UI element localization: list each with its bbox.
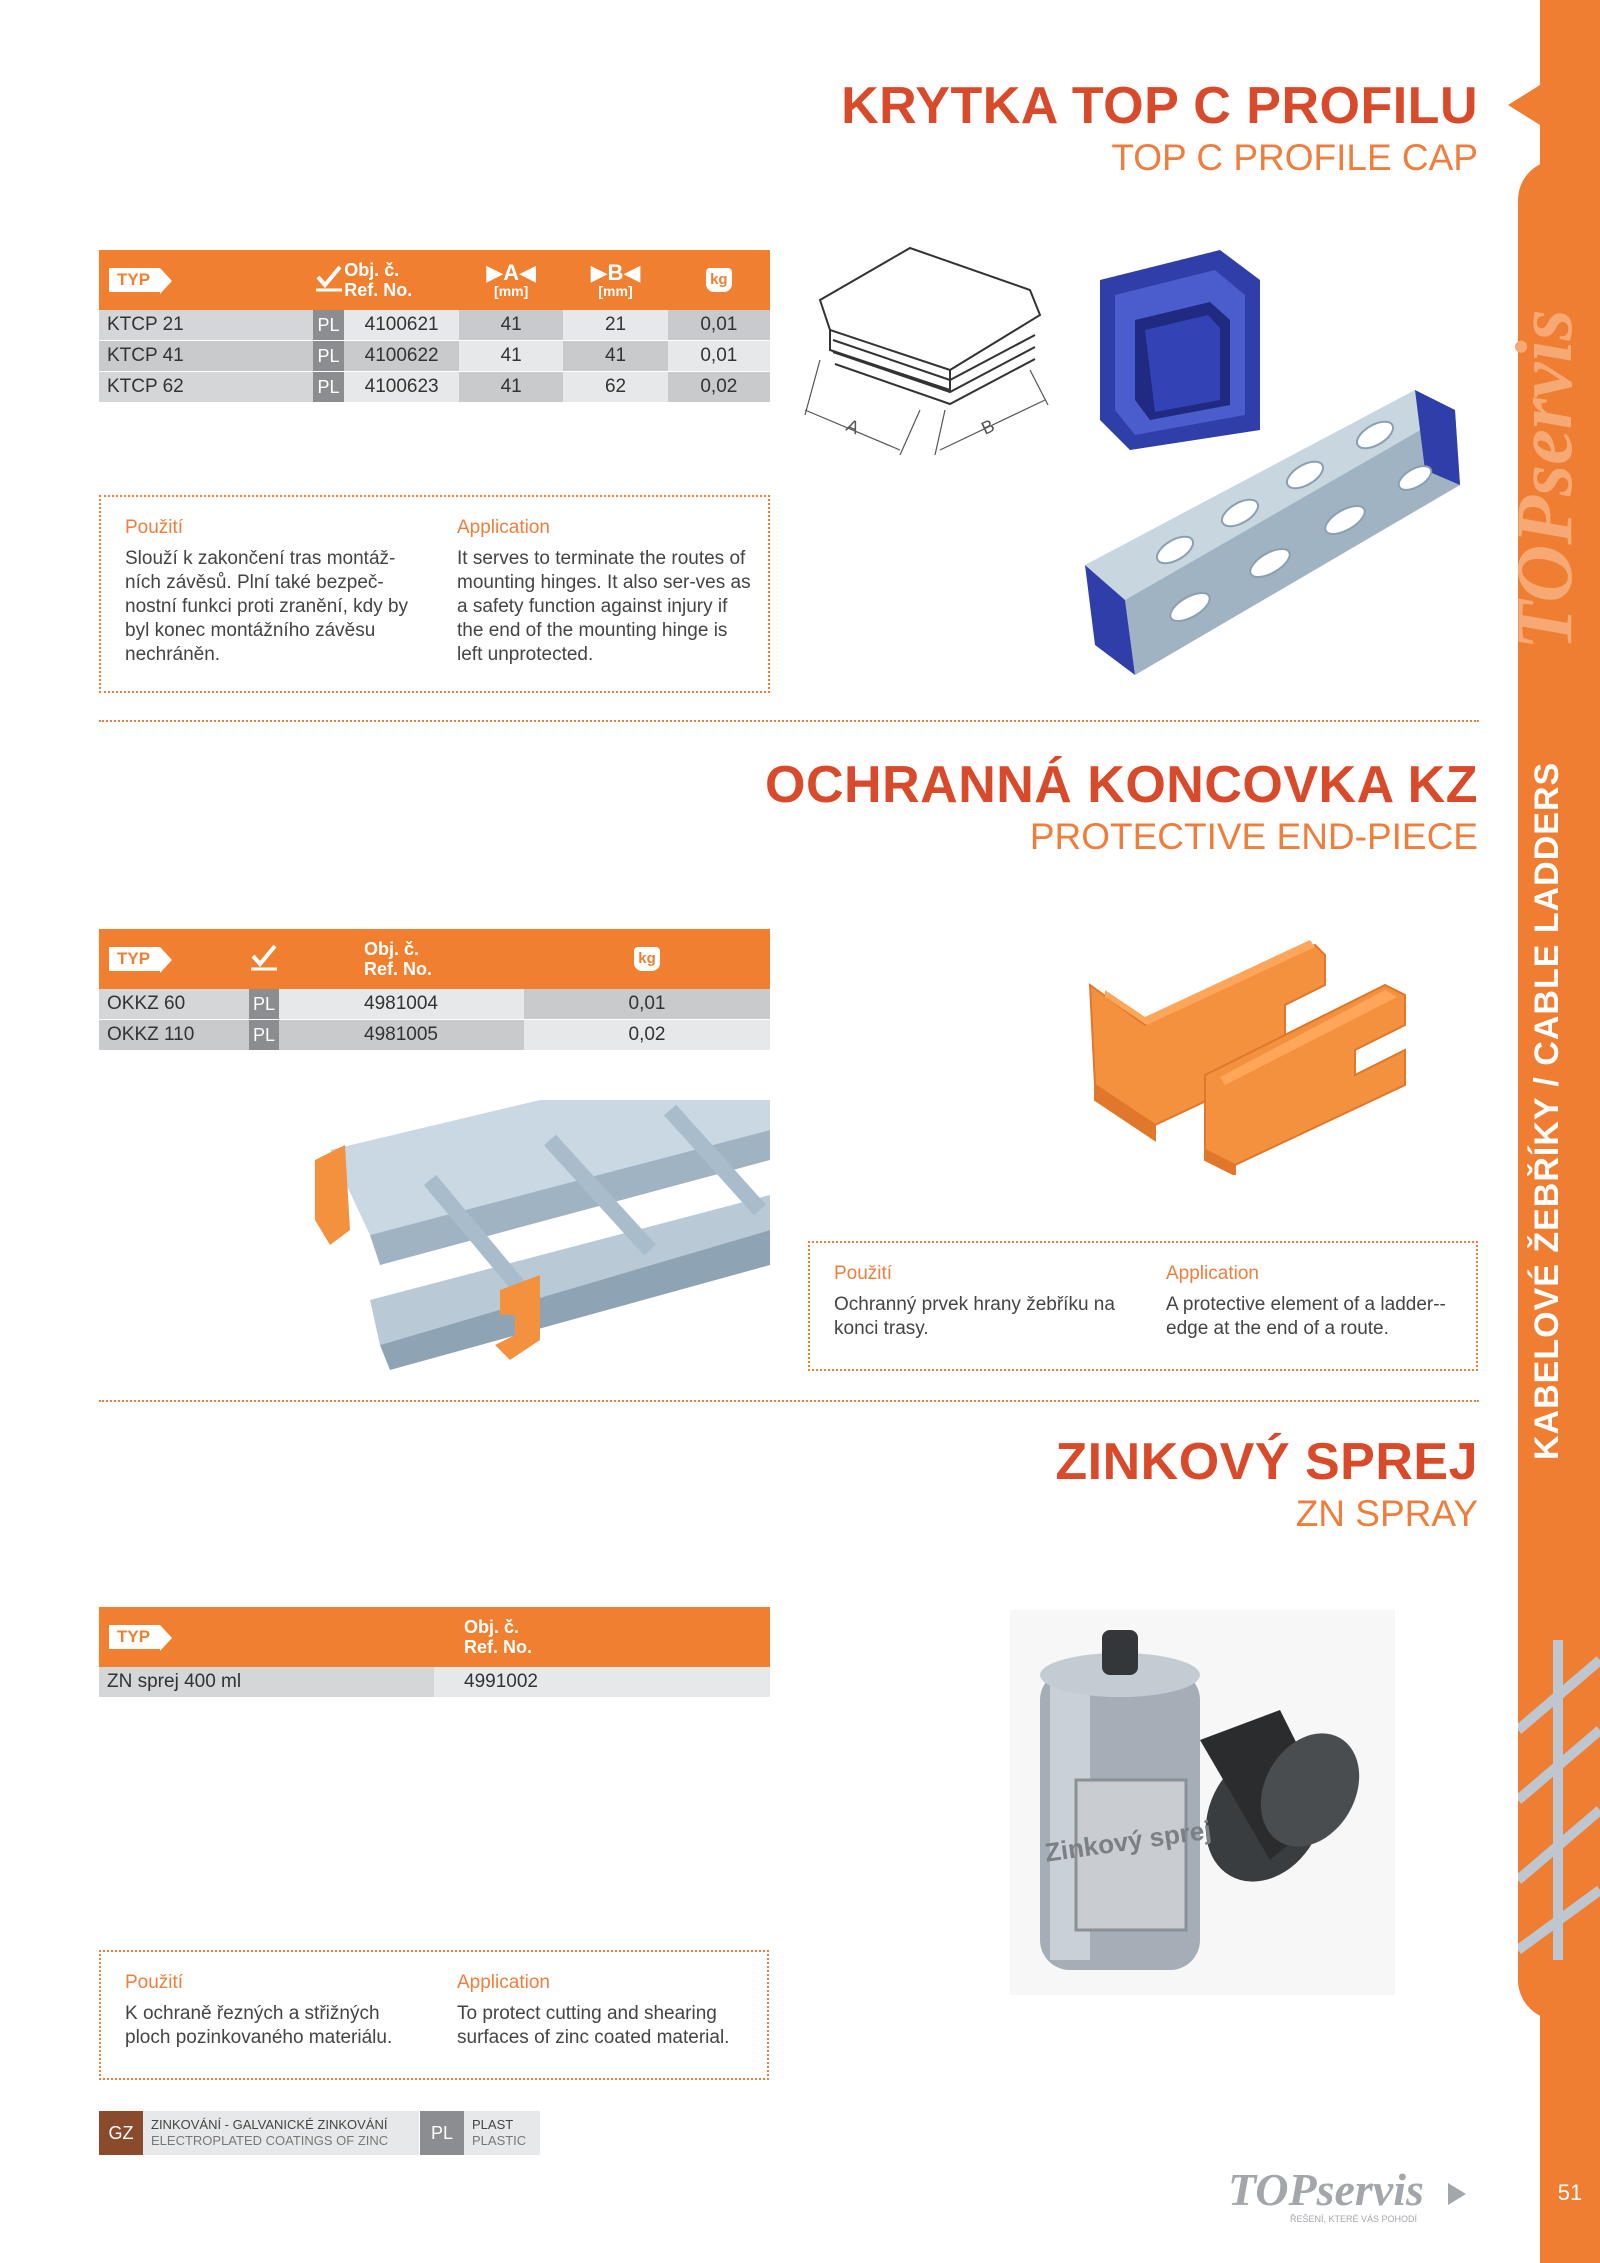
table-row: KTCP 62 PL 4100623 41 62 0,02: [99, 372, 770, 403]
sidebar-brand-watermark: TOPservis: [1501, 309, 1589, 650]
section2-title-en: PROTECTIVE END-PIECE: [1029, 816, 1478, 857]
col-a: ▶A◀ [mm]: [459, 250, 563, 310]
svg-text:Zinkový sprej: Zinkový sprej: [1042, 1814, 1214, 1868]
footer-brand-logo: TOPservis: [1228, 2164, 1424, 2215]
legend-pl-cz: PLAST: [472, 2117, 514, 2132]
material-check-icon: [313, 250, 344, 310]
c-profile-with-caps-image: [1065, 385, 1465, 685]
section3-spec-table: [99, 1607, 770, 1698]
section3-title-en: ZN SPRAY: [1295, 1493, 1478, 1534]
legend-pl-en: PLASTIC: [472, 2133, 527, 2148]
weight-icon: kg: [668, 250, 770, 310]
section2-usage-box: [808, 1241, 1478, 1371]
section2-spec-table: [99, 929, 770, 1051]
orange-end-piece-image: [1085, 925, 1415, 1175]
usage-en: Application It serves to terminate the routes of mounting hinges. It also ser-ves as a safety function against injury if the end of the mounting hinge is left unprotected.: [457, 517, 751, 665]
usage-en: Application To protect cutting and shearing surfaces of zinc coated material.: [457, 1972, 730, 2048]
col-b: ▶B◀ [mm]: [563, 250, 667, 310]
section1-title-en: TOP C PROFILE CAP: [1111, 137, 1478, 178]
table-row: ZN sprej 400 ml 4991002: [99, 1667, 770, 1698]
section2-title-cz: OCHRANNÁ KONCOVKA KZ: [765, 756, 1478, 814]
cable-ladder-image: [310, 1100, 770, 1370]
footer-arrow-icon: [1448, 2183, 1468, 2205]
section3-title-block: [1055, 1432, 1478, 1536]
col-ref: Obj. č. Ref. No.: [279, 929, 524, 989]
col-ref: Obj. č. Ref. No.: [344, 250, 459, 310]
col-ref: Obj. č. Ref. No.: [434, 1607, 770, 1667]
section1-spec-table: [99, 250, 770, 403]
table-row: OKKZ 110 PL 4981005 0,02: [99, 1020, 770, 1051]
material-check-icon: [249, 929, 279, 989]
sidebar-category-label: KABELOVÉ ŽEBŘÍKY / CABLE LADDERS: [1528, 761, 1566, 1460]
legend-gz-code: GZ: [99, 2111, 143, 2155]
section3-title-cz: ZINKOVÝ SPREJ: [1055, 1433, 1478, 1491]
weight-icon: kg: [524, 929, 770, 989]
col-typ: TYP: [99, 1607, 434, 1667]
table-row: KTCP 21 PL 4100621 41 21 0,01: [99, 310, 770, 341]
usage-cz: Použití Slouží k zakončení tras montáž-ních závěsů. Plní také bezpeč-nostní funkci proti zranění, kdy by byl konec montážního závěsu nechráněn.: [125, 517, 409, 665]
section-divider: [99, 720, 1479, 722]
zinc-spray-can-image: [1010, 1610, 1395, 1995]
section3-usage-box: [99, 1950, 769, 2080]
section1-title-cz: KRYTKA TOP C PROFILU: [841, 77, 1478, 135]
page-marker-arrow: [1508, 80, 1548, 130]
section1-usage-box: [99, 495, 770, 693]
usage-en: Application A protective element of a ladder--edge at the end of a route.: [1166, 1263, 1446, 1339]
section1-title-block: [841, 76, 1478, 180]
legend-gz: [99, 2111, 419, 2155]
legend-pl-code: PL: [420, 2111, 464, 2155]
col-typ: TYP: [99, 929, 249, 989]
page-number: 51: [1557, 2180, 1583, 2205]
table-row: OKKZ 60 PL 4981004 0,01: [99, 989, 770, 1020]
footer-tagline: ŘEŠENÍ, KTERÉ VÁS POHODÍ: [1290, 2214, 1418, 2224]
svg-text:B: B: [978, 415, 998, 439]
cap-technical-drawing: [800, 240, 1060, 470]
usage-cz: Použití K ochraně řezných a střižných ploch pozinkovaného materiálu.: [125, 1972, 393, 2048]
legend-gz-en: ELECTROPLATED COATINGS OF ZINC: [151, 2133, 389, 2148]
legend-pl: [420, 2111, 540, 2155]
svg-text:A: A: [843, 415, 863, 439]
section2-title-block: [765, 755, 1478, 859]
legend-gz-cz: ZINKOVÁNÍ - GALVANICKÉ ZINKOVÁNÍ: [151, 2117, 388, 2132]
usage-cz: Použití Ochranný prvek hrany žebříku na konci trasy.: [834, 1263, 1115, 1339]
col-typ: TYP: [99, 250, 313, 310]
table-row: KTCP 41 PL 4100622 41 41 0,01: [99, 341, 770, 372]
sidebar-ladder-graphic: [1518, 1640, 1600, 1960]
section-divider: [99, 1400, 1479, 1402]
